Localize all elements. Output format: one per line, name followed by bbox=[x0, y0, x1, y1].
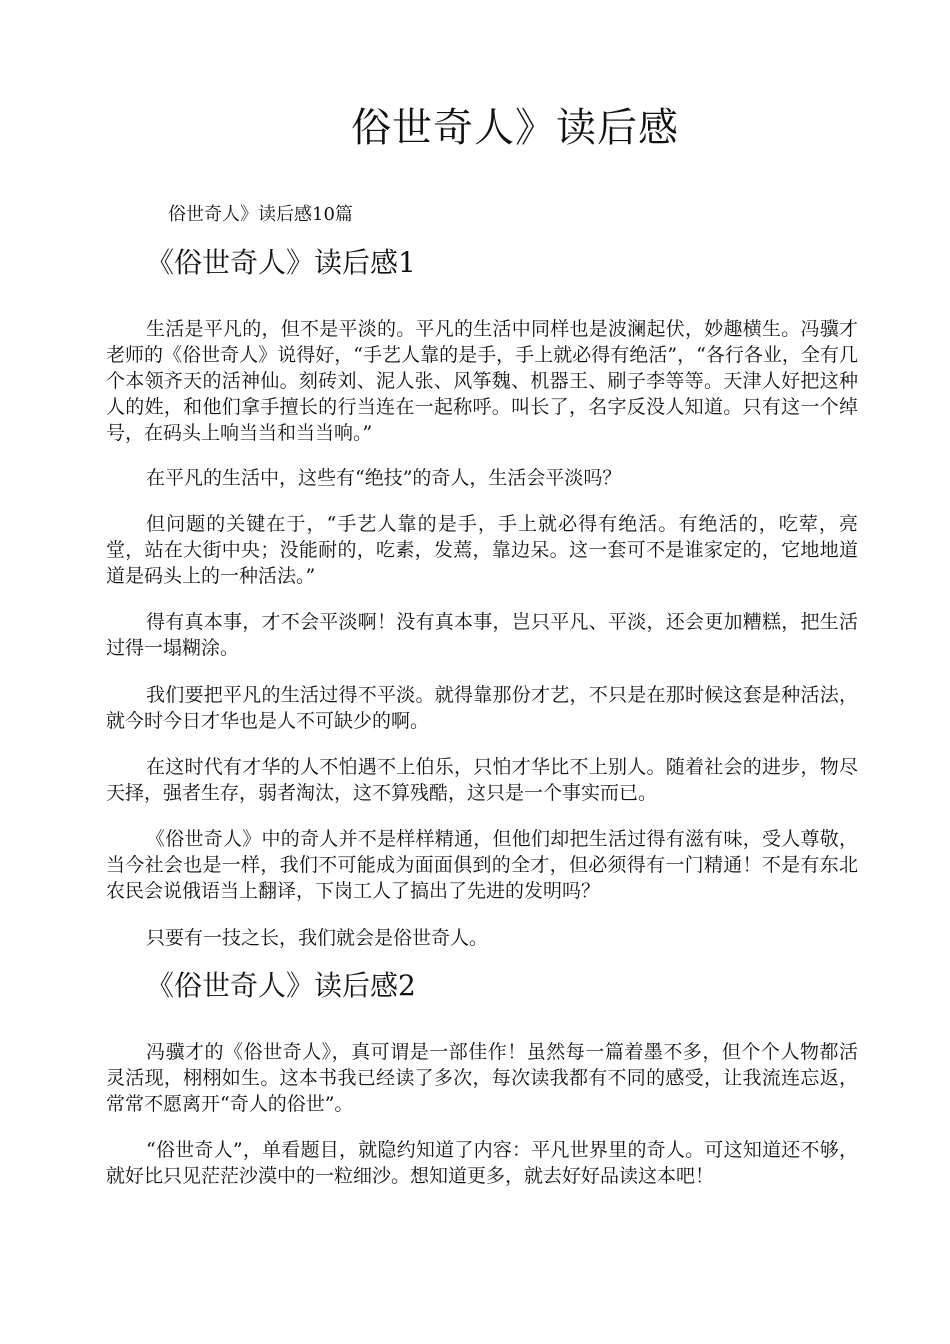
paragraph: 在平凡的生活中，这些有“绝技”的奇人，生活会平淡吗？ bbox=[146, 467, 622, 489]
paragraph: 得有真本事，才不会平淡啊！没有真本事，岂只平凡、平淡，还会更加糟糕，把生活过得一塌糊涂。 bbox=[106, 611, 858, 659]
document-subtitle: 俗世奇人》读后感10篇 bbox=[168, 204, 353, 225]
paragraph: 《俗世奇人》中的奇人并不是样样精通，但他们却把生活过得有滋有味，受人尊敬，当今社会也是一样，我们不可能成为面面俱到的全才，但必须得有一门精通！不是有东北农民会说俄语当上翻译，下岗工人了搞出了先进的发明吗？ bbox=[106, 828, 858, 902]
paragraph: 只要有一技之长，我们就会是俗世奇人。 bbox=[146, 927, 489, 949]
section-heading-2: 《俗世奇人》读后感2 bbox=[146, 969, 416, 1002]
paragraph: 我们要把平凡的生活过得不平淡。就得靠那份才艺，不只是在那时候这套是种活法，就今时今日才华也是人不可缺少的啊。 bbox=[106, 684, 858, 732]
paragraph: 但问题的关键在于，“手艺人靠的是手，手上就必得有绝活。有绝活的，吃荤，亮堂，站在大街中央；没能耐的，吃素，发蔫，靠边呆。这一套可不是谁家定的，它地地道道是码头上的一种活法。” bbox=[106, 513, 858, 587]
paragraph: “俗世奇人”，单看题目，就隐约知道了内容：平凡世界里的奇人。可这知道还不够，就好比只见茫茫沙漠中的一粒细沙。想知道更多，就去好好品读这本吧！ bbox=[106, 1139, 858, 1187]
paragraph: 冯骥才的《俗世奇人》，真可谓是一部佳作！虽然每一篇着墨不多，但个个人物都活灵活现，栩栩如生。这本书我已经读了多次，每次读我都有不同的感受，让我流连忘返，常常不愿离开“奇人的俗世”。 bbox=[106, 1041, 858, 1115]
document-title: 俗世奇人》读后感 bbox=[351, 105, 679, 151]
paragraph: 生活是平凡的，但不是平淡的。平凡的生活中同样也是波澜起伏，妙趣横生。冯骥才老师的《俗世奇人》说得好，“手艺人靠的是手，手上就必得有绝活”，“各行各业，全有几个本领齐天的活神仙。刻砖刘、泥人张、风筝魏、机器王、刷子李等等。天津人好把这种人的姓，和他们拿手擅长的行当连在一起称呼。叫长了，名字反没人知道。只有这一个绰号，在码头上响当当和当当响。” bbox=[106, 318, 858, 444]
section-heading-1: 《俗世奇人》读后感1 bbox=[146, 246, 416, 279]
paragraph: 在这时代有才华的人不怕遇不上伯乐，只怕才华比不上别人。随着社会的进步，物尽天择，强者生存，弱者淘汰，这不算残酷，这只是一个事实而已。 bbox=[106, 756, 858, 804]
